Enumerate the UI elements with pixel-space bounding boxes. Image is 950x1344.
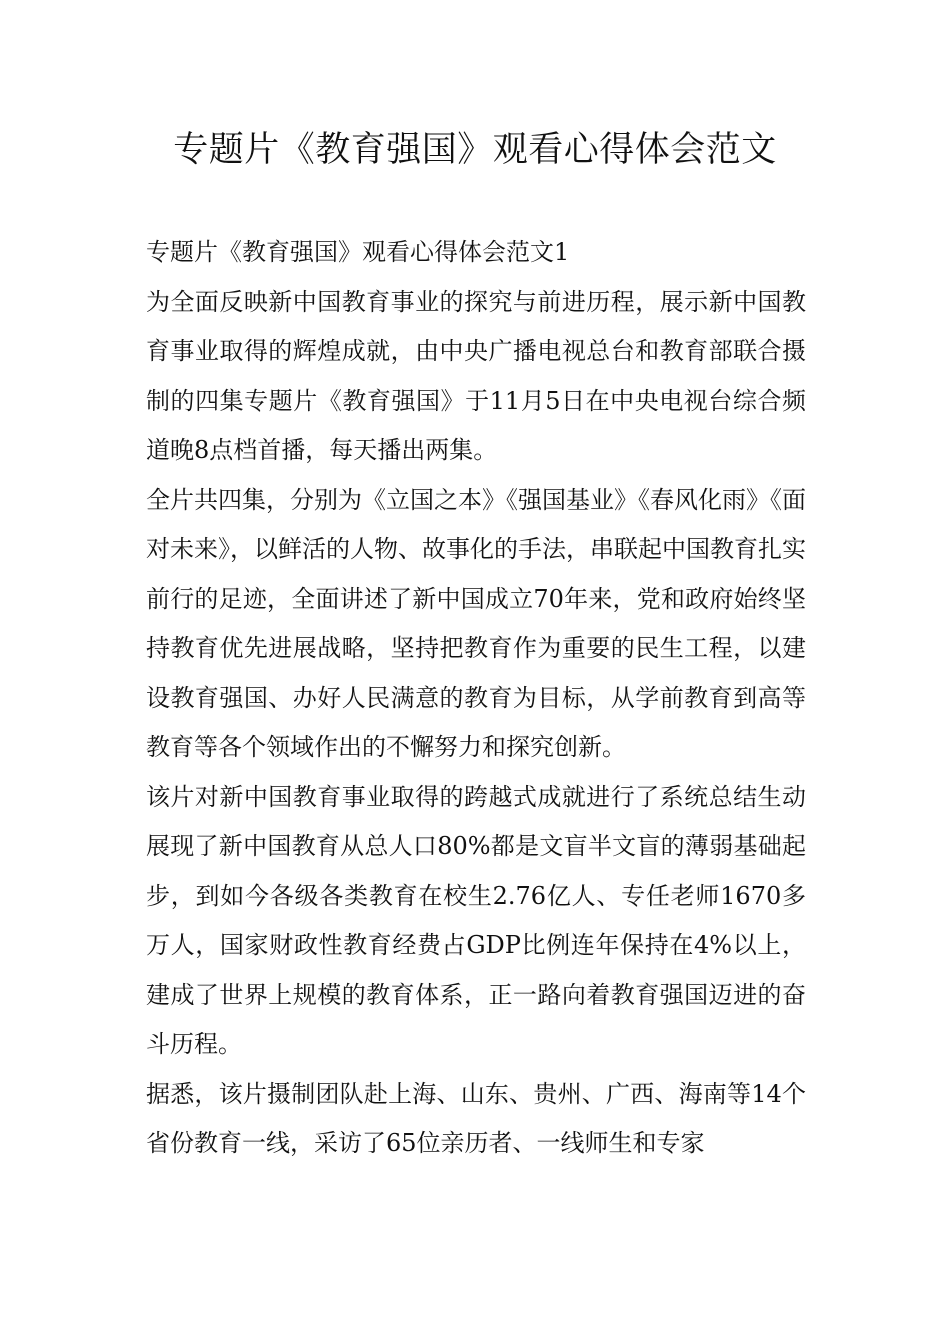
paragraph: 该片对新中国教育事业取得的跨越式成就进行了系统总结生动展现了新中国教育从总人口80%都是文盲半文盲的薄弱基础起步，到如今各级各类教育在校生2.76亿人、专任老师1670多万人，国家财政性教育经费占GDP比例连年保持在4%以上，建成了世界上规模的教育体系，正一路向着教育强国迈进的奋斗历程。 [146,782,806,1058]
paragraph: 为全面反映新中国教育事业的探究与前进历程，展示新中国教育事业取得的辉煌成就，由中央广播电视总台和教育部联合摄制的四集专题片《教育强国》于11月5日在中央电视台综合频道晚8点档首播，每天播出两集。 [146,287,806,464]
section-heading: 专题片《教育强国》观看心得体会范文1 [146,238,570,266]
paragraph: 据悉，该片摄制团队赴上海、山东、贵州、广西、海南等14个省份教育一线，采访了65位亲历者、一线师生和专家 [146,1079,806,1157]
paragraph: 全片共四集，分别为《立国之本》《强国基业》《春风化雨》《面对未来》，以鲜活的人物、故事化的手法，串联起中国教育扎实前行的足迹，全面讲述了新中国成立70年来，党和政府始终坚持教育优先进展战略，坚持把教育作为重要的民生工程，以建设教育强国、办好人民满意的教育为目标，从学前教育到高等教育等各个领域作出的不懈努力和探究创新。 [146,485,806,761]
document-body [146,228,806,1169]
document-title: 专题片《教育强国》观看心得体会范文 [173,130,777,170]
